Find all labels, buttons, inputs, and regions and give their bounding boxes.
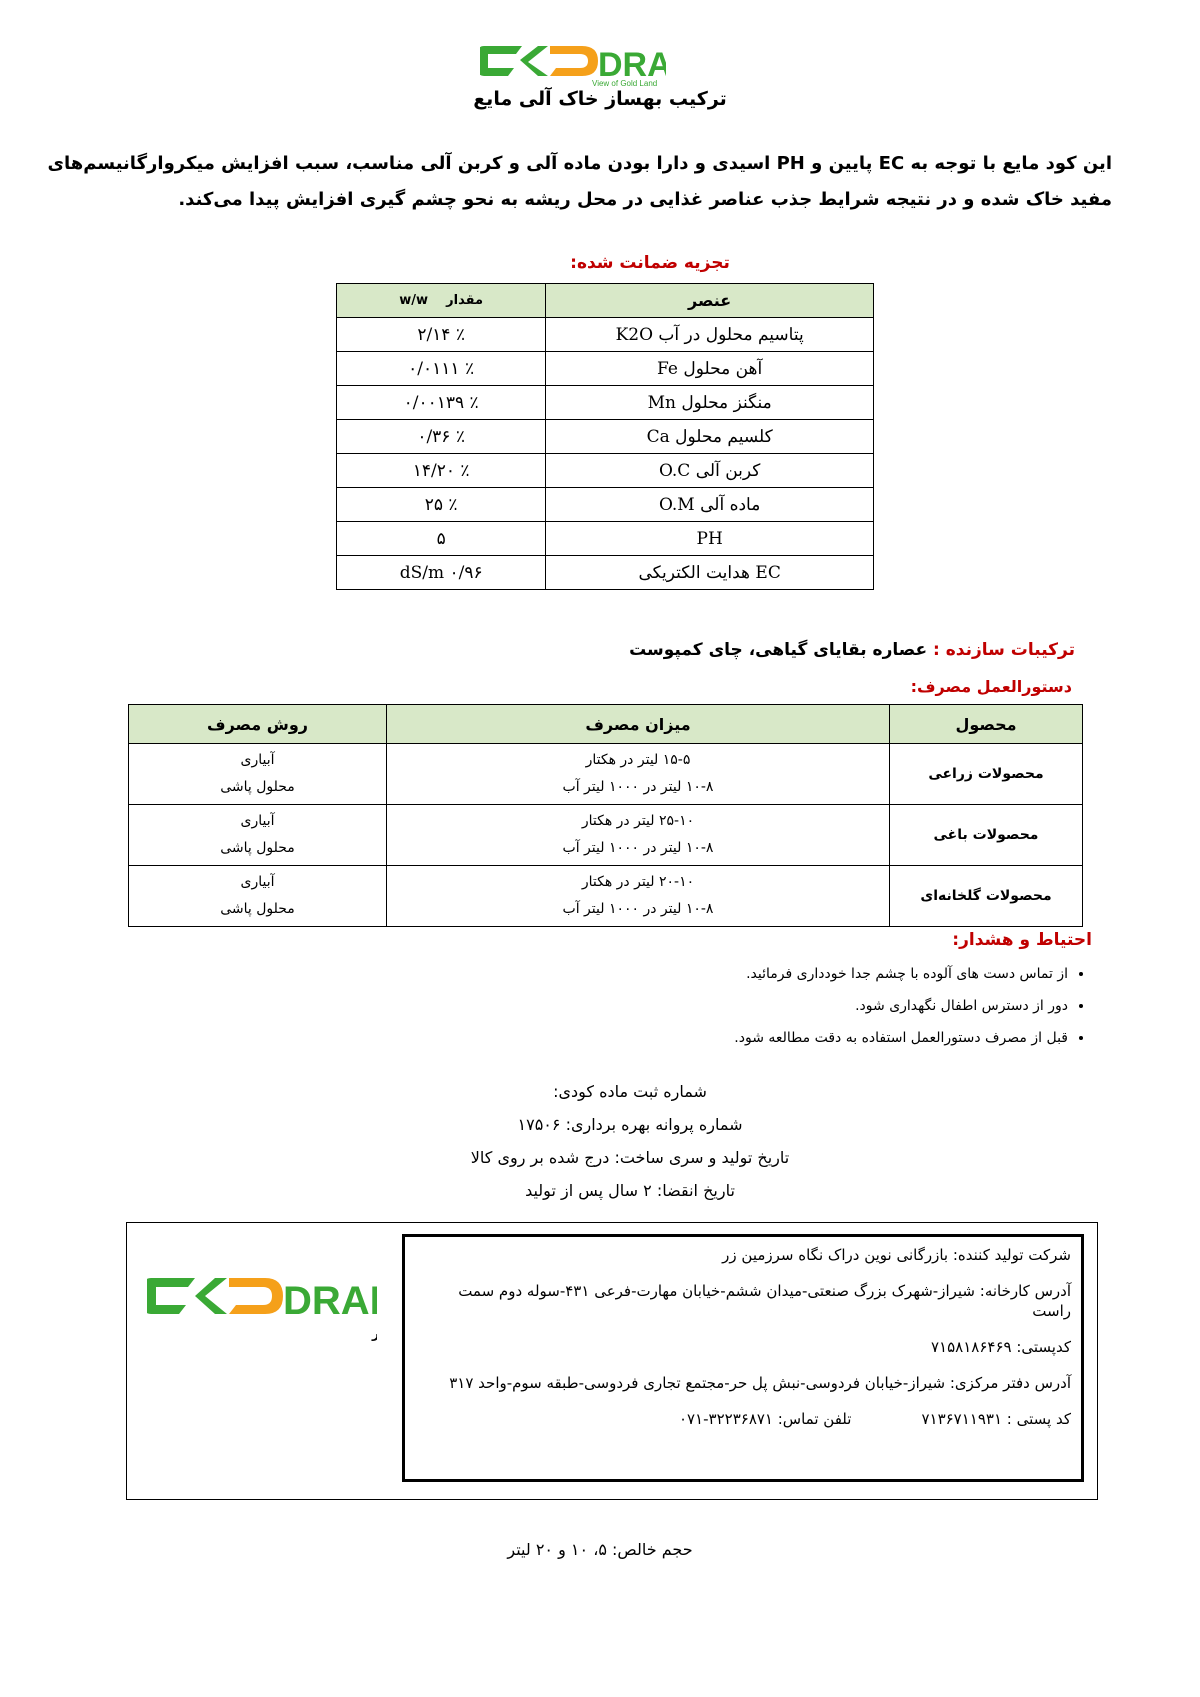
phone-number: تلفن تماس: ۳۲۲۳۶۸۷۱-۰۷۱ [678, 1410, 852, 1428]
table-header-row [129, 705, 1083, 744]
net-volume: حجم خالص: ۵، ۱۰ و ۲۰ لیتر [507, 1540, 693, 1559]
expiry-date: تاریخ انقضا: ۲ سال پس از تولید [525, 1181, 735, 1200]
element-name: منگنز محلول Mn [546, 386, 874, 420]
usage-method [129, 866, 387, 927]
table-row [337, 386, 874, 420]
element-value: ۵ [337, 522, 546, 556]
method-irrigation: آبیاری [240, 752, 275, 768]
rate-hectare: ۲۵-۱۰ لیتر در هکتار [581, 813, 695, 829]
registration-number: شماره ثبت ماده کودی: [553, 1082, 707, 1101]
svg-text:View of Gold Land: View of Gold Land [592, 79, 658, 88]
document-title: ترکیب بهساز خاک آلی مایع [473, 88, 727, 110]
element-name: پتاسیم محلول در آب K2O [546, 318, 874, 352]
usage-method [129, 744, 387, 805]
rate-water: ۱۰-۸ لیتر در ۱۰۰۰ لیتر آب [562, 779, 714, 795]
usage-rate [387, 744, 890, 805]
table-row [129, 866, 1083, 927]
element-name: PH [546, 522, 874, 556]
element-value: dS/m ۰/۹۶ [337, 556, 546, 590]
element-value: ٪ ۰/۳۶ [337, 420, 546, 454]
usage-rate [387, 866, 890, 927]
header-amount [337, 284, 546, 318]
element-name: ماده آلی O.M [546, 488, 874, 522]
header-rate: میزان مصرف [387, 705, 890, 744]
element-name: کلسیم محلول Ca [546, 420, 874, 454]
method-irrigation: آبیاری [240, 813, 275, 829]
table-row [337, 352, 874, 386]
table-row [337, 454, 874, 488]
table-header-row [337, 284, 874, 318]
usage-method [129, 805, 387, 866]
product-name: محصولات زراعی [890, 744, 1083, 805]
usage-rate [387, 805, 890, 866]
components-label: ترکیبات سازنده : [933, 640, 1075, 660]
license-number: شماره پروانه بهره برداری: ۱۷۵۰۶ [517, 1115, 743, 1134]
method-spray: محلول پاشی [220, 901, 295, 917]
office-address: آدرس دفتر مرکزی: شیراز-خیابان فردوسی-نبش پل حر-مجتمع تجاری فردوسی-طبقه سوم-واحد ۳۱۷ [449, 1374, 1071, 1392]
header-product: محصول [890, 705, 1083, 744]
factory-address: آدرس کارخانه: شیراز-شهرک بزرگ صنعتی-میدان ششم-خیابان مهارت-فرعی ۴۳۱-سوله دوم سمت راست [458, 1282, 1071, 1320]
list-item: • دور از دسترس اطفال نگهداری شود. [734, 990, 1068, 1022]
method-spray: محلول پاشی [220, 840, 295, 856]
manufacturer-box [126, 1222, 1098, 1500]
instructions-title: دستورالعمل مصرف: [910, 677, 1072, 696]
rate-water: ۱۰-۸ لیتر در ۱۰۰۰ لیتر آب [562, 840, 714, 856]
rate-hectare: ۱۵-۵ لیتر در هکتار [585, 752, 691, 768]
list-item: • از تماس دست های آلوده با چشم جدا خودداری فرمائید. [734, 958, 1068, 990]
svg-text:DRAK: DRA [283, 1279, 370, 1323]
method-irrigation: آبیاری [240, 874, 275, 890]
element-value: ٪ ۰/۰۰۱۳۹ [337, 386, 546, 420]
table-row [129, 744, 1083, 805]
contact-row [415, 1409, 1071, 1429]
table-row [337, 420, 874, 454]
header-element: عنصر [546, 284, 874, 318]
rate-water: ۱۰-۸ لیتر در ۱۰۰۰ لیتر آب [562, 901, 714, 917]
intro-paragraph: این کود مایع با توجه به EC پایین و PH اسیدی و دارا بودن ماده آلی و کربن آلی مناسب، سبب افزایش میکروارگانیسم‌های مفید خاک شده و در نتیجه شرایط جذب عناصر غذایی در محل ریشه به نحو چشم گیری افزایش پیدا می‌کند. [47, 153, 1112, 210]
element-value: ٪ ۲/۱۴ [337, 318, 546, 352]
element-value: ٪ ۰/۰۱۱۱ [337, 352, 546, 386]
components-value: عصاره بقایای گیاهی، چای کمپوست [629, 640, 928, 660]
list-item: • قبل از مصرف دستورالعمل استفاده به دقت مطالعه شود. [734, 1022, 1068, 1054]
warnings-list [734, 958, 1090, 1054]
element-name: کربن آلی O.C [546, 454, 874, 488]
table-row [337, 488, 874, 522]
guaranteed-analysis-table [336, 283, 874, 590]
product-name: محصولات گلخانه‌ای [890, 866, 1083, 927]
production-date: تاریخ تولید و سری ساخت: درج شده بر روی کالا [470, 1148, 790, 1167]
registry-info [0, 1075, 1200, 1207]
brand-logo-bottom [147, 1268, 377, 1358]
table-row [337, 556, 874, 590]
warnings-title: احتیاط و هشدار: [952, 930, 1092, 950]
element-name: EC هدایت الکتریکی [546, 556, 874, 590]
element-value: ٪ ۲۵ [337, 488, 546, 522]
method-spray: محلول پاشی [220, 779, 295, 795]
header-amount-label: مقدار [446, 293, 484, 308]
element-value: ٪ ۱۴/۲۰ [337, 454, 546, 488]
postal-code-2: کد پستی : ۷۱۳۶۷۱۱۹۳۱ [921, 1410, 1071, 1428]
header-method: روش مصرف [129, 705, 387, 744]
components-line [629, 640, 1075, 660]
table-row [337, 522, 874, 556]
table-row [337, 318, 874, 352]
table-row [129, 805, 1083, 866]
element-name: آهن محلول Fe [546, 352, 874, 386]
postal-code: کدپستی: ۷۱۵۸۱۸۶۴۶۹ [931, 1338, 1071, 1356]
product-name: محصولات باغی [890, 805, 1083, 866]
address-box [402, 1234, 1084, 1482]
brand-logo-top [480, 38, 666, 88]
header-amount-unit: w/w [399, 293, 429, 308]
usage-instructions-table [128, 704, 1083, 927]
svg-text:DRAK: DRA [598, 46, 666, 84]
rate-hectare: ۲۰-۱۰ لیتر در هکتار [581, 874, 695, 890]
svg-text:نوین دراک نگاه سـرزمـین زر: ر [372, 1327, 377, 1342]
analysis-title: تجزیه ضمانت شده: [570, 253, 730, 273]
company-name: شرکت تولید کننده: بازرگانی نوین دراک نگاه سرزمین زر [722, 1246, 1071, 1264]
